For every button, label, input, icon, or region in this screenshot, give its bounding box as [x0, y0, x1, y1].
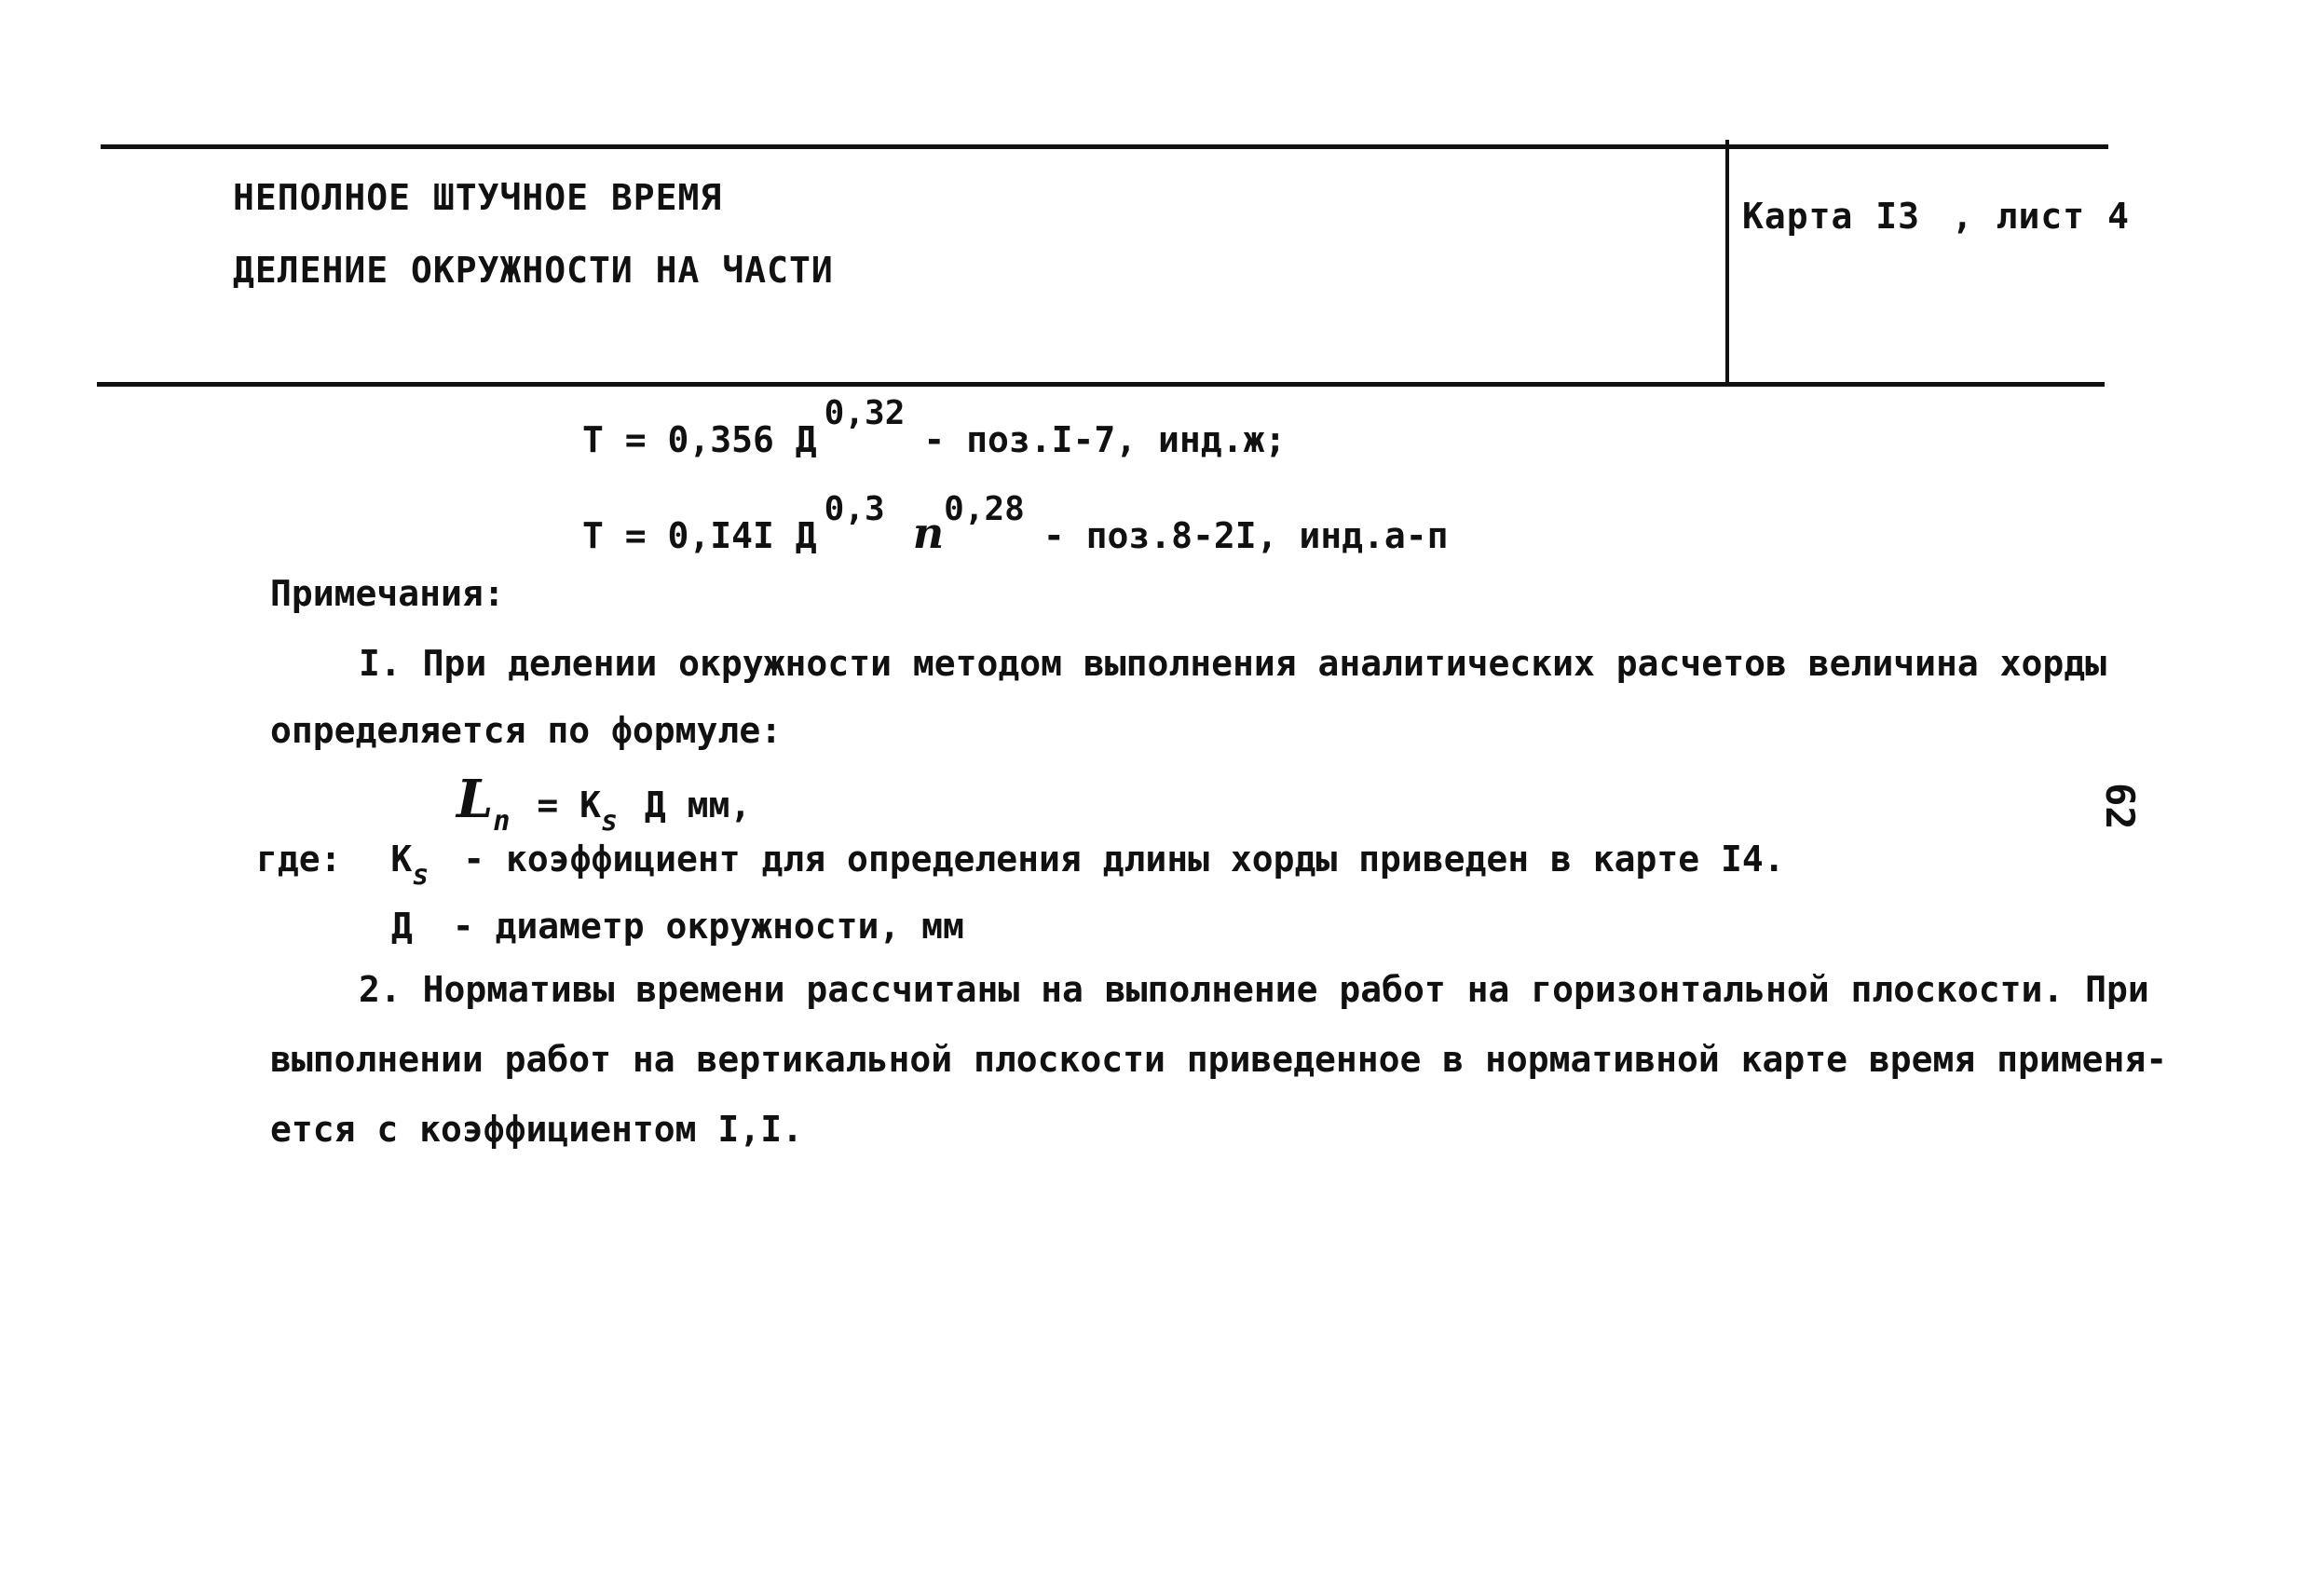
- notes-heading: Примечания:: [270, 573, 505, 614]
- header-title-line2: ДЕЛЕНИЕ ОКРУЖНОСТИ НА ЧАСТИ: [233, 250, 834, 291]
- k-subscript: s: [600, 805, 619, 838]
- chord-equals-k: = К: [537, 784, 601, 825]
- header-card-ref: [1742, 196, 2130, 237]
- ks-description: - коэффициент для определения длины хорды приведен в карте I4.: [463, 839, 1785, 880]
- page-number: 62: [2097, 783, 2143, 830]
- sheet-number: , лист 4: [1951, 196, 2130, 237]
- formula-2-rest: - поз.8-2I, инд.а-п: [1043, 515, 1449, 556]
- formula-2-exponent-1: 0,3: [824, 490, 885, 528]
- note-2-line-1: 2. Нормативы времени рассчитаны на выполнение работ на горизонтальной плоскости. При: [359, 969, 2149, 1010]
- header-divider: [1725, 140, 1729, 384]
- formula-1-exponent: 0,32: [824, 394, 906, 432]
- where-label: где:: [256, 839, 342, 880]
- chord-formula: [457, 769, 752, 838]
- ks-subscript: s: [412, 859, 429, 892]
- note-2-line-2: выполнении работ на вертикальной плоскости приведенное в нормативной карте время применя-: [270, 1039, 2168, 1080]
- ks-symbol: К: [390, 839, 413, 880]
- formula-1: [582, 394, 1287, 460]
- formula-1-lhs: Т = 0,356 Д: [582, 419, 817, 460]
- d-description: - диаметр окружности, мм: [452, 906, 964, 947]
- chord-symbol: L: [457, 769, 494, 830]
- chord-subscript: n: [493, 805, 511, 838]
- formula-2: [582, 490, 1449, 558]
- where-d-line: [391, 906, 964, 947]
- note-1-line-1: I. При делении окружности методом выполнения аналитических расчетов величина хорды: [359, 643, 2106, 684]
- formula-1-rest: - поз.I-7, инд.ж;: [923, 419, 1287, 460]
- d-symbol: Д: [391, 906, 413, 947]
- header-top-rule: [101, 144, 2108, 149]
- formula-2-exponent-2: 0,28: [944, 490, 1025, 528]
- chord-formula-rest: Д мм,: [644, 784, 752, 825]
- formula-2-lhs: Т = 0,I4I Д: [582, 515, 817, 556]
- note-2-line-3: ется с коэффициентом I,I.: [270, 1109, 803, 1150]
- card-number: Карта I3: [1742, 196, 1921, 237]
- header-bottom-rule: [97, 382, 2105, 387]
- note-1-line-2: определяется по формуле:: [270, 710, 783, 751]
- where-ks-line: [256, 839, 1785, 892]
- formula-2-variable: n: [912, 508, 945, 558]
- header-title-line1: НЕПОЛНОЕ ШТУЧНОЕ ВРЕМЯ: [233, 177, 723, 218]
